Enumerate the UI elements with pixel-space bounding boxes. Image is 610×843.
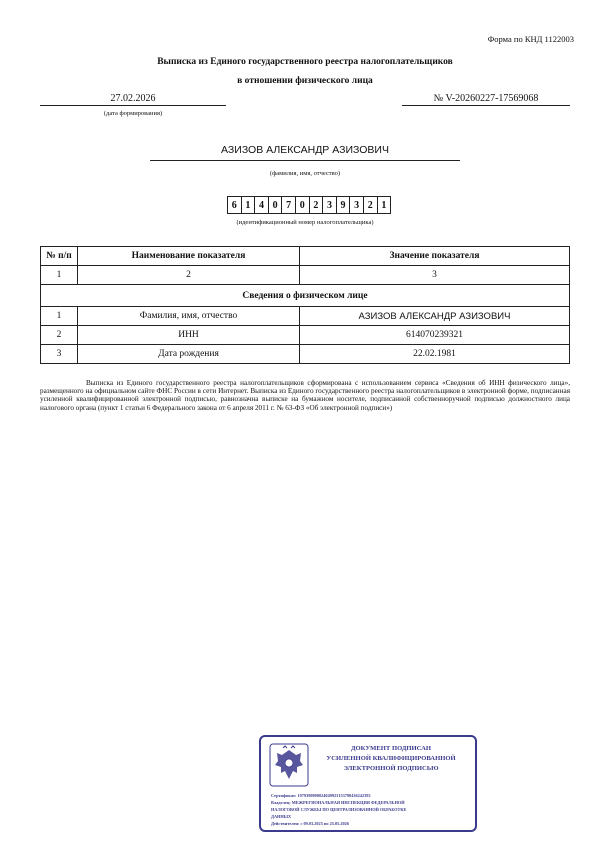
info-table: [40, 246, 570, 364]
inn-digit: 2: [309, 196, 324, 214]
inn-digit: 3: [349, 196, 364, 214]
numbering-cell: 2: [78, 266, 300, 285]
row-value: 22.02.1981: [300, 345, 570, 364]
stamp-details: [271, 792, 471, 827]
formation-date-caption: (дата формирования): [103, 110, 163, 117]
column-header-value: Значение показателя: [300, 247, 570, 266]
section-title: Сведения о физическом лице: [41, 285, 570, 307]
coat-of-arms-icon: [269, 743, 309, 787]
section-row: [41, 285, 570, 307]
inn-digit: 4: [254, 196, 269, 214]
formation-date: 27.02.2026: [40, 93, 226, 106]
row-number: 2: [41, 326, 78, 345]
stamp-owner-line: НАЛОГОВОЙ СЛУЖБЫ ПО ЦЕНТРАЛИЗОВАННОЙ ОБРАБОТКЕ: [271, 807, 407, 812]
inn-digit: 0: [295, 196, 310, 214]
legal-note: Выписка из Единого государственного реестра налогоплательщиков сформирована с использованием сервиса «Сведения об ИНН физического лица», размещенного на официальном сайте ФНС России в сети Интернет. Выписка из Единого государственного реестра налогоплательщиков в электронной форме, подписанная усиленной квалифицированной электронной подписью, равнозначна выписке на бумажном носителе, подписанной собственноручной подписью должностного лица налогового органа (пункт 1 статьи 6 Федерального закона от 6 апреля 2011 г. № 63-ФЗ «Об электронной подписи»): [40, 379, 570, 412]
person-full-name: АЗИЗОВ АЛЕКСАНДР АЗИЗОВИЧ: [221, 144, 389, 156]
numbering-cell: 3: [300, 266, 570, 285]
table-header-row: [41, 247, 570, 266]
stamp-owner-line: ДАННЫХ: [271, 814, 292, 819]
inn-digit: 6: [227, 196, 242, 214]
row-label: Дата рождения: [78, 345, 300, 364]
row-number: 3: [41, 345, 78, 364]
stamp-validity: Действителен: с 09.03.2025 по 25.05.2026: [271, 821, 349, 826]
table-row: [41, 345, 570, 364]
document-title: Выписка из Единого государственного реестра налогоплательщиков: [157, 57, 453, 67]
stamp-heading-line: УСИЛЕННОЙ КВАЛИФИЦИРОВАННОЙ: [326, 755, 456, 762]
stamp-heading-line: ДОКУМЕНТ ПОДПИСАН: [351, 745, 431, 752]
inn-digit: 2: [363, 196, 378, 214]
numbering-cell: 1: [41, 266, 78, 285]
stamp-certificate: Сертификат: 1079390800024049923153790436242393: [271, 793, 371, 798]
row-label: Фамилия, имя, отчество: [78, 307, 300, 326]
row-value: АЗИЗОВ АЛЕКСАНДР АЗИЗОВИЧ: [300, 307, 570, 326]
full-name-underline: [150, 160, 460, 161]
numbering-row: [41, 266, 570, 285]
inn-digit: 3: [322, 196, 337, 214]
document-number: № V-20260227-17569068: [402, 93, 570, 106]
digital-signature-stamp: [259, 735, 477, 832]
stamp-heading-line: ЭЛЕКТРОННОЙ ПОДПИСЬЮ: [343, 765, 439, 772]
full-name-caption: (фамилия, имя, отчество): [269, 170, 341, 177]
inn-digit: 1: [377, 196, 392, 214]
row-number: 1: [41, 307, 78, 326]
stamp-heading: [309, 744, 473, 774]
inn-digit: 9: [336, 196, 351, 214]
row-value: 614070239321: [300, 326, 570, 345]
inn-digit: 7: [281, 196, 296, 214]
stamp-owner-line: Владелец: МЕЖРЕГИОНАЛЬНАЯ ИНСПЕКЦИЯ ФЕДЕРАЛЬНОЙ: [271, 800, 405, 805]
form-code: Форма по КНД 1122003: [487, 34, 574, 44]
inn-digit: 0: [268, 196, 283, 214]
inn-boxes: [227, 196, 390, 214]
column-header-indicator: Наименование показателя: [78, 247, 300, 266]
table-row: [41, 307, 570, 326]
inn-caption: (идентификационный номер налогоплательщика): [236, 219, 374, 226]
document-subtitle: в отношении физического лица: [237, 76, 373, 86]
row-label: ИНН: [78, 326, 300, 345]
column-header-number: № п/п: [41, 247, 78, 266]
inn-digit: 1: [241, 196, 256, 214]
table-row: [41, 326, 570, 345]
